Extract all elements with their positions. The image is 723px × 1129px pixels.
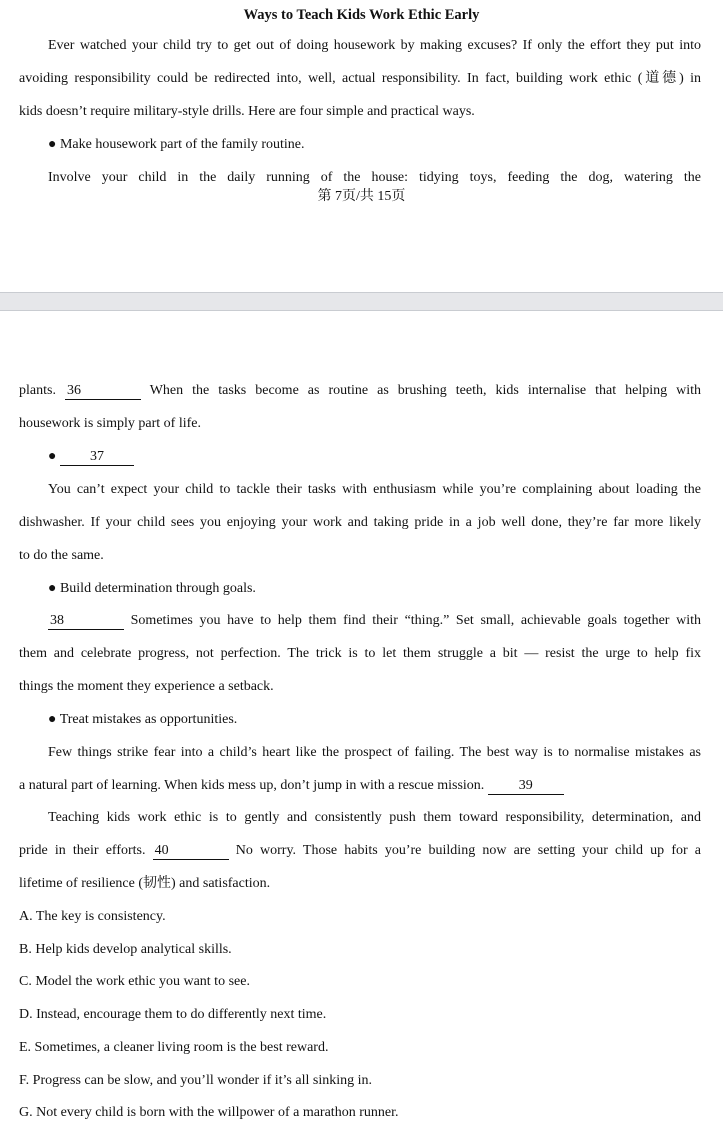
- bullet-heading: ● Make housework part of the family routine.: [48, 137, 305, 152]
- paragraph-line: [19, 776, 701, 796]
- paragraph-line: You can’t expect your child to tackle their tasks with enthusiasm while you’re complaining about loading the: [48, 482, 701, 497]
- page-7: [0, 0, 723, 292]
- paragraph-line: [19, 841, 701, 861]
- option-c: C. Model the work ethic you want to see.: [19, 974, 250, 989]
- blank-40: 40: [153, 843, 229, 860]
- paragraph-line: dishwasher. If your child sees you enjoying your work and taking pride in a job well done, they’re far more likely: [19, 515, 701, 530]
- option-a: A. The key is consistency.: [19, 909, 166, 924]
- bullet-heading: [48, 447, 701, 467]
- paragraph-line: Few things strike fear into a child’s heart like the prospect of failing. The best way is to normalise mistakes as: [48, 745, 701, 760]
- option-e: E. Sometimes, a cleaner living room is the best reward.: [19, 1040, 329, 1055]
- bullet-marker: ●: [48, 449, 57, 464]
- article-title: Ways to Teach Kids Work Ethic Early: [243, 7, 480, 23]
- option-d: D. Instead, encourage them to do differently next time.: [19, 1007, 327, 1022]
- paragraph-line: things the moment they experience a setback.: [19, 679, 274, 694]
- page-number: 第 7页/共 15页: [317, 189, 406, 204]
- paragraph-line: avoiding responsibility could be redirected into, well, actual responsibility. In fact, building work ethic (道德) in: [19, 71, 701, 86]
- text-segment: pride in their efforts.: [19, 843, 146, 858]
- paragraph-line: Involve your child in the daily running of the house: tidying toys, feeding the dog, watering the: [48, 170, 701, 185]
- blank-39: 39: [488, 778, 564, 795]
- text-segment: No worry. Those habits you’re building now are setting your child up for a: [235, 843, 701, 858]
- text-segment: plants.: [19, 383, 56, 398]
- page-8: [0, 311, 723, 1129]
- option-g: G. Not every child is born with the willpower of a marathon runner.: [19, 1105, 399, 1120]
- page-separator: [0, 292, 723, 311]
- blank-38: 38: [48, 613, 124, 630]
- paragraph-line: [19, 381, 701, 401]
- paragraph-line: Ever watched your child try to get out of doing housework by making excuses? If only the effort they put into: [48, 38, 701, 53]
- text-segment: When the tasks become as routine as brushing teeth, kids internalise that helping with: [149, 383, 702, 398]
- blank-36: 36: [65, 383, 141, 400]
- paragraph-line: them and celebrate progress, not perfection. The trick is to let them struggle a bit — resist the urge to help fix: [19, 646, 701, 661]
- text-segment: a natural part of learning. When kids mess up, don’t jump in with a rescue mission.: [19, 778, 485, 793]
- bullet-heading: ● Build determination through goals.: [48, 581, 256, 596]
- option-b: B. Help kids develop analytical skills.: [19, 942, 232, 957]
- paragraph-line: Teaching kids work ethic is to gently and consistently push them toward responsibility, determination, and: [48, 810, 701, 825]
- blank-37: 37: [60, 449, 134, 466]
- option-f: F. Progress can be slow, and you’ll wonder if it’s all sinking in.: [19, 1073, 372, 1088]
- paragraph-line: [48, 611, 701, 631]
- bullet-heading: ● Treat mistakes as opportunities.: [48, 712, 238, 727]
- paragraph-line: to do the same.: [19, 548, 104, 563]
- paragraph-line: lifetime of resilience (韧性) and satisfaction.: [19, 876, 271, 891]
- paragraph-line: kids doesn’t require military-style drills. Here are four simple and practical ways.: [19, 104, 475, 119]
- text-segment: Sometimes you have to help them find their “thing.” Set small, achievable goals together with: [130, 613, 701, 628]
- paragraph-line: housework is simply part of life.: [19, 416, 201, 431]
